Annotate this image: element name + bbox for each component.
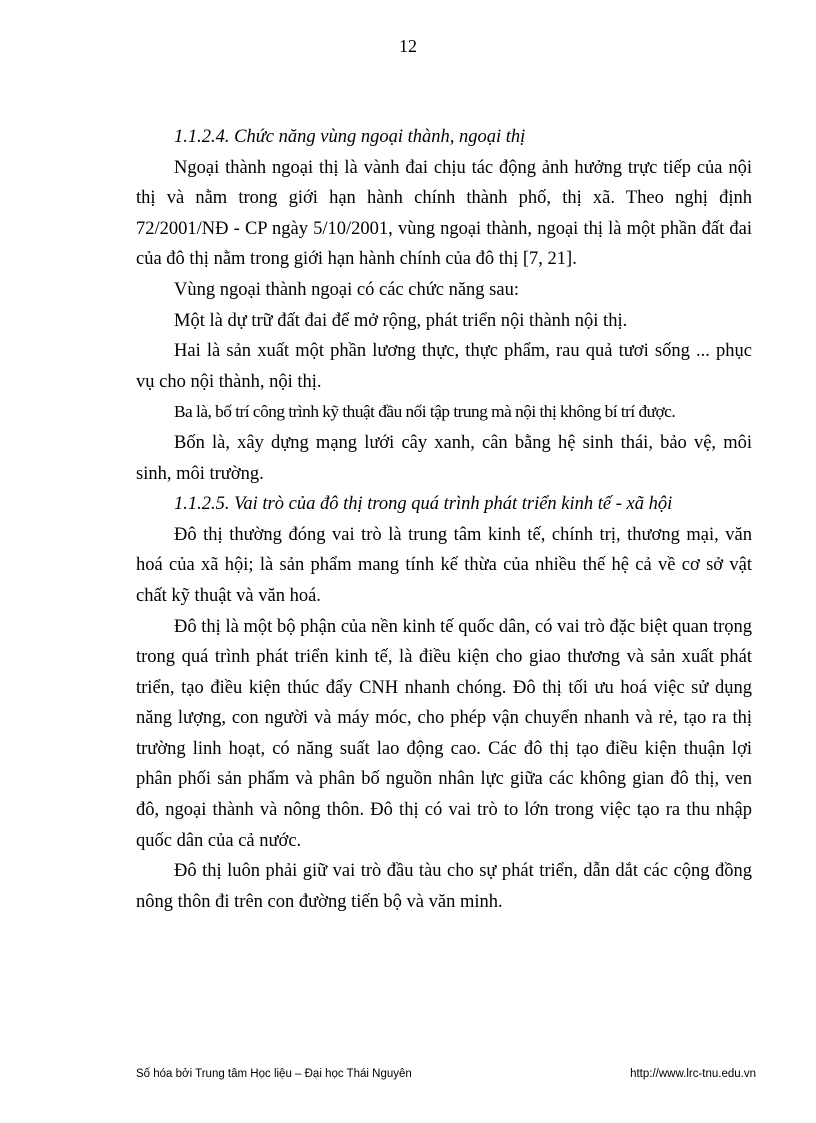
- footer-url-link[interactable]: http://www.lrc-tnu.edu.vn: [630, 1068, 756, 1080]
- paragraph-urban-economy: Đô thị là một bộ phận của nền kinh tế quốc dân, có vai trò đặc biệt quan trọng trong quá trình phát triển kinh tế, là điều kiện cho giao thương và sản xuất phát triển, tạo điều kiện thúc đẩy CNH nhanh chóng. Đô thị tối ưu hoá việc sử dụng năng lượng, con người và máy móc, cho phép vận chuyển nhanh và rẻ, tạo ra thị trường linh hoạt, có năng suất lao động cao. Các đô thị tạo điều kiện thuận lợi phân phối sản phẩm và phân bố nguồn nhân lực giữa các không gian đô thị, ven đô, ngoại thành và nông thôn. Đô thị có vai trò to lớn trong việc tạo ra thu nhập quốc dân của cả nước.: [136, 616, 752, 851]
- page-content: [136, 122, 752, 917]
- page-footer: [136, 1068, 756, 1084]
- page-number: 12: [399, 36, 417, 56]
- section-heading-1-1-2-5: 1.1.2.5. Vai trò của đô thị trong quá trình phát triển kinh tế - xã hội: [174, 494, 673, 515]
- footer-digitized-by: Số hóa bởi Trung tâm Học liệu – Đại học Thái Nguyên: [136, 1068, 412, 1080]
- paragraph-ngoai-thanh-definition: Ngoại thành ngoại thị là vành đai chịu tác động ảnh hưởng trực tiếp của nội thị và nằm trong giới hạn hành chính thành phố, thị xã. Theo nghị định 72/2001/NĐ - CP ngày 5/10/2001, vùng ngoại thành, ngoại thị là một phần đất đai của đô thị nằm trong giới hạn hành chính của đô thị [7, 21].: [136, 157, 752, 270]
- paragraph-functions-intro: Vùng ngoại thành ngoại có các chức năng sau:: [174, 279, 519, 300]
- paragraph-urban-leadership: Đô thị luôn phải giữ vai trò đầu tàu cho sự phát triển, dẫn dắt các cộng đồng nông thôn đi trên con đường tiến bộ và văn minh.: [136, 861, 752, 912]
- paragraph-function-4: Bốn là, xây dựng mạng lưới cây xanh, cân bằng hệ sinh thái, bảo vệ, môi sinh, môi trường.: [136, 432, 752, 484]
- section-heading-1-1-2-4: 1.1.2.4. Chức năng vùng ngoại thành, ngoại thị: [174, 127, 526, 147]
- paragraph-urban-role: Đô thị thường đóng vai trò là trung tâm kinh tế, chính trị, thương mại, văn hoá của xã hội; là sản phẩm mang tính kế thừa của nhiều thế hệ cả về cơ sở vật chất kỹ thuật và văn hoá.: [136, 524, 752, 606]
- paragraph-function-3: Ba là, bố trí công trình kỹ thuật đầu nối tập trung mà nội thị không bí trí được.: [174, 402, 676, 422]
- paragraph-function-1: Một là dự trữ đất đai để mở rộng, phát triển nội thành nội thị.: [174, 310, 628, 331]
- paragraph-function-2: Hai là sản xuất một phần lương thực, thực phẩm, rau quả tươi sống ... phục vụ cho nội thành, nội thị.: [136, 341, 752, 392]
